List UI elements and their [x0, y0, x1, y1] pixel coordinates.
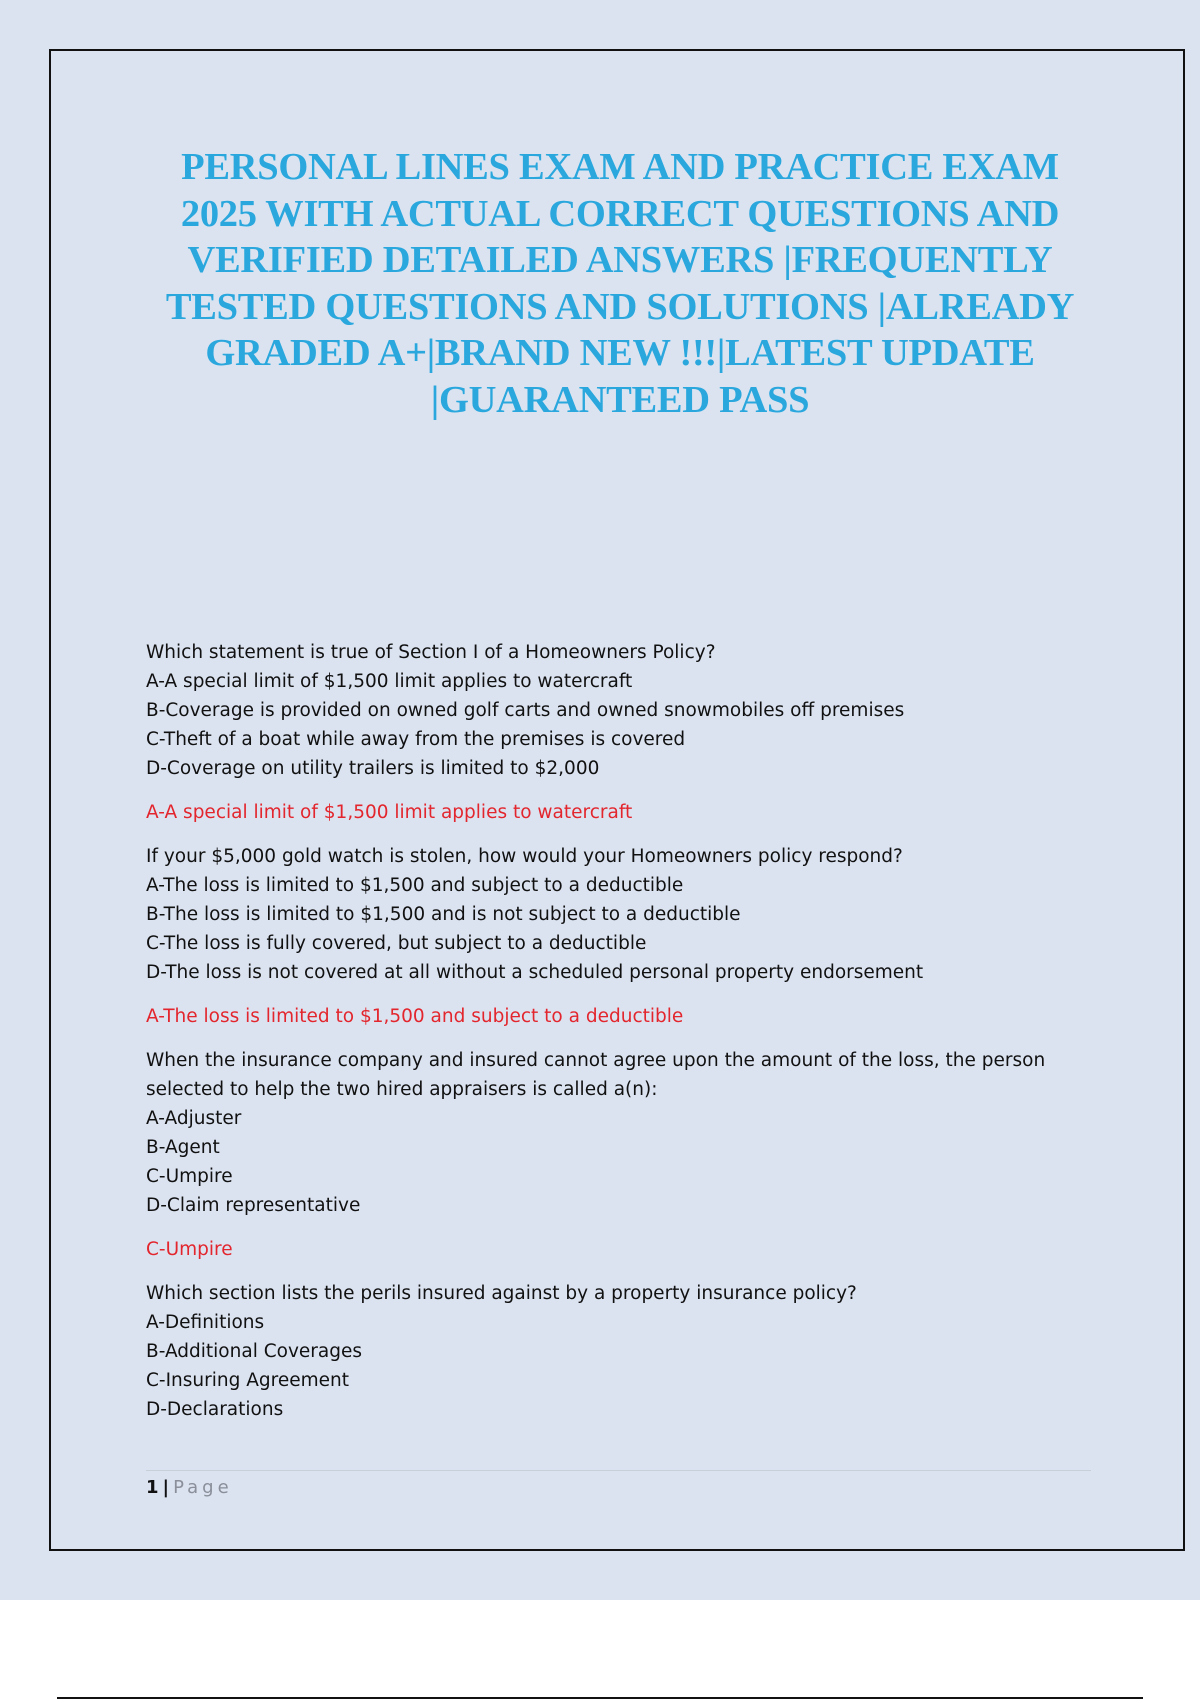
document-title: PERSONAL LINES EXAM AND PRACTICE EXAM 2025 WITH ACTUAL CORRECT QUESTIONS AND VERIFIED DETAILED ANSWERS |FREQUENTLY TESTED QUESTIONS AND SOLUTIONS |ALREADY GRADED A+|BRAND NEW !!!|LATEST UPDATE |GUARANTEED PASS [165, 146, 1075, 421]
option-a: A-The loss is limited to $1,500 and subject to a deductible [146, 875, 684, 896]
option-b: B-Coverage is provided on owned golf carts and owned snowmobiles off premises [146, 700, 905, 721]
option-d: D-Coverage on utility trailers is limited to $2,000 [146, 758, 600, 779]
page-number: 1 [146, 1477, 159, 1498]
footer-separator: | [162, 1477, 170, 1498]
option-b: B-Additional Coverages [146, 1341, 362, 1362]
option-b: B-The loss is limited to $1,500 and is not subject to a deductible [146, 904, 741, 925]
option-a: A-A special limit of $1,500 limit applies to watercraft [146, 671, 633, 692]
option-b: B-Agent [146, 1137, 220, 1158]
option-c: C-Theft of a boat while away from the premises is covered [146, 729, 686, 750]
page-footer [146, 1470, 1091, 1498]
option-d: D-Claim representative [146, 1195, 361, 1216]
bottom-divider [57, 1697, 1143, 1699]
questions-section [146, 638, 1106, 1424]
page-label: Page [173, 1477, 233, 1498]
option-d: D-The loss is not covered at all without a scheduled personal property endorsement [146, 962, 924, 983]
question-text: If your $5,000 gold watch is stolen, how would your Homeowners policy respond? [146, 846, 903, 867]
question-block [146, 638, 1106, 827]
option-c: C-Insuring Agreement [146, 1370, 349, 1391]
question-text: When the insurance company and insured cannot agree upon the amount of the loss, the person [146, 1050, 1046, 1071]
question-block [146, 1279, 1106, 1424]
option-d: D-Declarations [146, 1399, 284, 1420]
option-a: A-Definitions [146, 1312, 265, 1333]
question-block [146, 1046, 1106, 1264]
correct-answer: A-A special limit of $1,500 limit applies to watercraft [146, 802, 633, 823]
question-block [146, 842, 1106, 1031]
question-text-continued: selected to help the two hired appraisers is called a(n): [146, 1079, 658, 1100]
option-c: C-The loss is fully covered, but subject to a deductible [146, 933, 647, 954]
question-text: Which section lists the perils insured against by a property insurance policy? [146, 1283, 857, 1304]
question-text: Which statement is true of Section I of a Homeowners Policy? [146, 642, 716, 663]
option-c: C-Umpire [146, 1166, 233, 1187]
correct-answer: A-The loss is limited to $1,500 and subject to a deductible [146, 1006, 684, 1027]
correct-answer: C-Umpire [146, 1239, 233, 1260]
option-a: A-Adjuster [146, 1108, 242, 1129]
